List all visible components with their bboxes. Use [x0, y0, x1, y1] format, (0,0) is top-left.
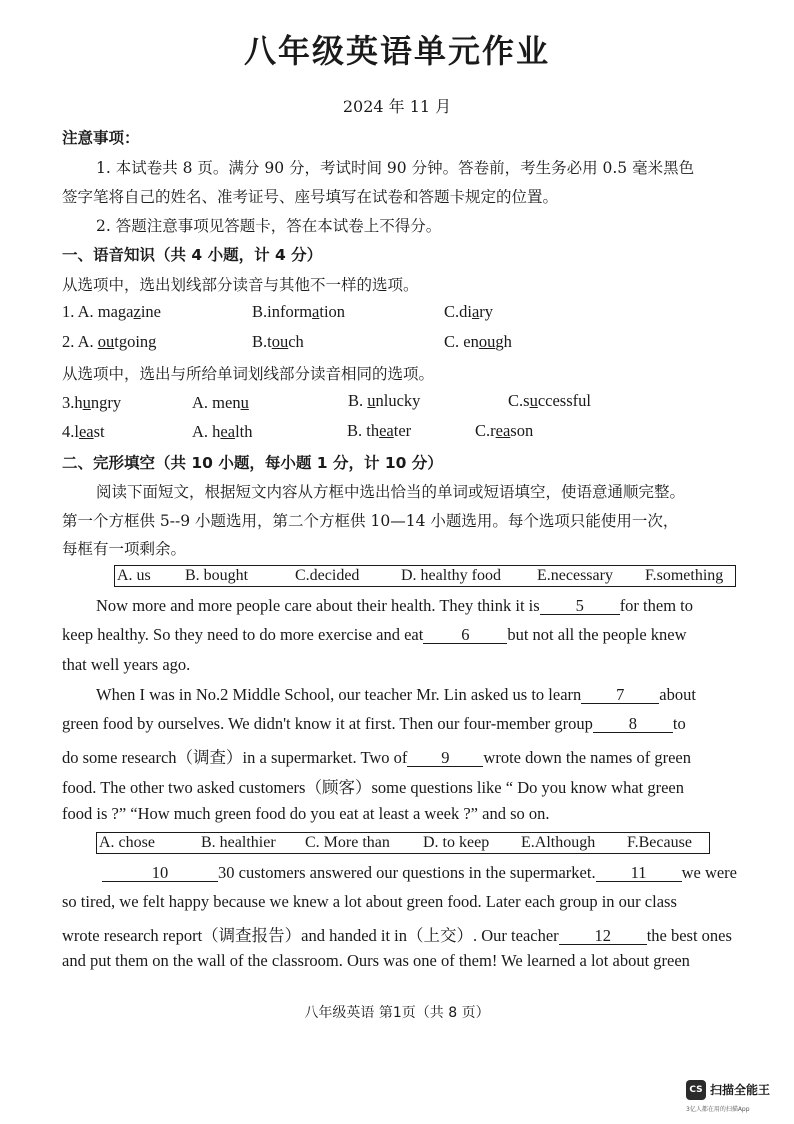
section-1-instruction-1: 从选项中，选出划线部分读音与其他不一样的选项。 — [62, 276, 419, 294]
blank-8: 8 — [593, 716, 673, 733]
watermark-name: 扫描全能王 — [710, 1083, 771, 1097]
blank-11: 11 — [596, 865, 682, 882]
word-box-2-option: B. healthier — [201, 834, 276, 851]
word-box-1-option: C.decided — [295, 567, 360, 584]
blank-12: 12 — [559, 928, 647, 945]
section-2-instruction-line-1: 阅读下面短文，根据短文内容从方框中选出恰当的单词或短语填空，使语意通顺完整。 — [96, 483, 686, 501]
word-box-2-option: A. chose — [99, 834, 155, 851]
passage-line: keep healthy. So they need to do more exercise and eat 6 but not all the people knew — [62, 625, 687, 644]
passage-line: so tired, we felt happy because we knew a lot about green food. Later each group in our class — [62, 892, 677, 911]
notice-item-1-line-2: 签字笔将自己的姓名、准考证号、座号填写在试卷和答题卡规定的位置。 — [62, 188, 559, 206]
word-box-1-option: B. bought — [185, 567, 249, 584]
passage-line: do some research（调查）in a supermarket. Two of 9 wrote down the names of green — [62, 748, 691, 767]
word-box-1-option: E.necessary — [537, 567, 613, 584]
blank-7: 7 — [581, 687, 659, 704]
section-2-heading: 二、完形填空（共 10 小题，每小题 1 分，计 10 分） — [62, 454, 443, 472]
q4-option-a: A. health — [192, 422, 253, 441]
passage-line: When I was in No.2 Middle School, our teacher Mr. Lin asked us to learn 7 about — [96, 685, 696, 704]
page-footer: 八年级英语 第1页（共 8 页） — [304, 1005, 490, 1021]
q1-option-b: B.information — [252, 302, 346, 321]
q1-option-c: C.diary — [444, 302, 494, 321]
word-box-1-option: F.something — [645, 567, 724, 584]
word-box-2-option: E.Although — [521, 834, 596, 851]
passage-line: and put them on the wall of the classroom. Ours was one of them! We learned a lot about green — [62, 951, 690, 970]
blank-5: 5 — [540, 598, 620, 615]
watermark-tagline: 3亿人都在用的扫描App — [686, 1106, 750, 1113]
q3-option-c: C.successful — [508, 391, 591, 410]
q2-option-c: C. enough — [444, 332, 512, 351]
camscanner-logo-icon: CS — [686, 1080, 706, 1100]
blank-9: 9 — [407, 750, 483, 767]
word-box-1-option: D. healthy food — [401, 567, 501, 584]
passage-line: food is ?” “How much green food do you eat at least a week ?” and so on. — [62, 804, 550, 823]
passage-line: wrote research report（调查报告）and handed it in（上交）. Our teacher 12 the best ones — [62, 926, 732, 945]
exam-date: 2024 年 11 月 — [342, 97, 452, 116]
word-box-2 — [96, 832, 710, 854]
scanner-watermark — [686, 1080, 786, 1120]
section-1-instruction-2: 从选项中，选出与所给单词划线部分读音相同的选项。 — [62, 365, 435, 383]
passage-line: food. The other two asked customers（顾客）some questions like “ Do you know what green — [62, 778, 684, 797]
word-box-2-option: F.Because — [627, 834, 692, 851]
q2-option-a: 2. A. outgoing — [62, 332, 157, 351]
q2-option-b: B.touch — [252, 332, 304, 351]
passage-line: that well years ago. — [62, 655, 191, 674]
q3-option-b: B. unlucky — [348, 391, 421, 410]
word-box-2-option: D. to keep — [423, 834, 490, 851]
notice-item-2: 2. 答题注意事项见答题卡，答在本试卷上不得分。 — [96, 217, 442, 235]
passage-line: Now more and more people care about their health. They think it is 5 for them to — [96, 596, 694, 615]
notice-item-1-line-1: 1. 本试卷共 8 页。满分 90 分，考试时间 90 分钟。答卷前，考生务必用 0.5 毫米黑色 — [96, 159, 695, 177]
q4-stem: 4.least — [62, 422, 105, 441]
section-1-heading: 一、语音知识（共 4 小题，计 4 分） — [62, 246, 323, 264]
section-2-instruction-line-2: 第一个方框供 5--9 小题选用，第二个方框供 10—14 小题选用。每个选项只能使用一次， — [62, 512, 679, 530]
blank-10: 10 — [102, 865, 218, 882]
notice-heading: 注意事项： — [62, 129, 140, 147]
word-box-2-option: C. More than — [305, 834, 390, 851]
passage-line: 10 30 customers answered our questions in the supermarket. 11 we were — [62, 863, 737, 883]
passage-line: green food by ourselves. We didn't know it at first. Then our four-member group 8 to — [62, 714, 686, 733]
q4-option-b: B. theater — [347, 421, 412, 440]
q3-stem: 3.hungry — [62, 393, 122, 412]
section-2-instruction-line-3: 每框有一项剩余。 — [62, 540, 187, 558]
page-title: 八年级英语单元作业 — [243, 32, 550, 70]
word-box-1-option: A. us — [117, 567, 151, 584]
q1-option-a: 1. A. magazine — [62, 302, 161, 321]
word-box-1 — [114, 565, 736, 587]
blank-6: 6 — [423, 627, 507, 644]
q4-option-c: C.reason — [475, 421, 534, 440]
q3-option-a: A. menu — [192, 393, 249, 412]
